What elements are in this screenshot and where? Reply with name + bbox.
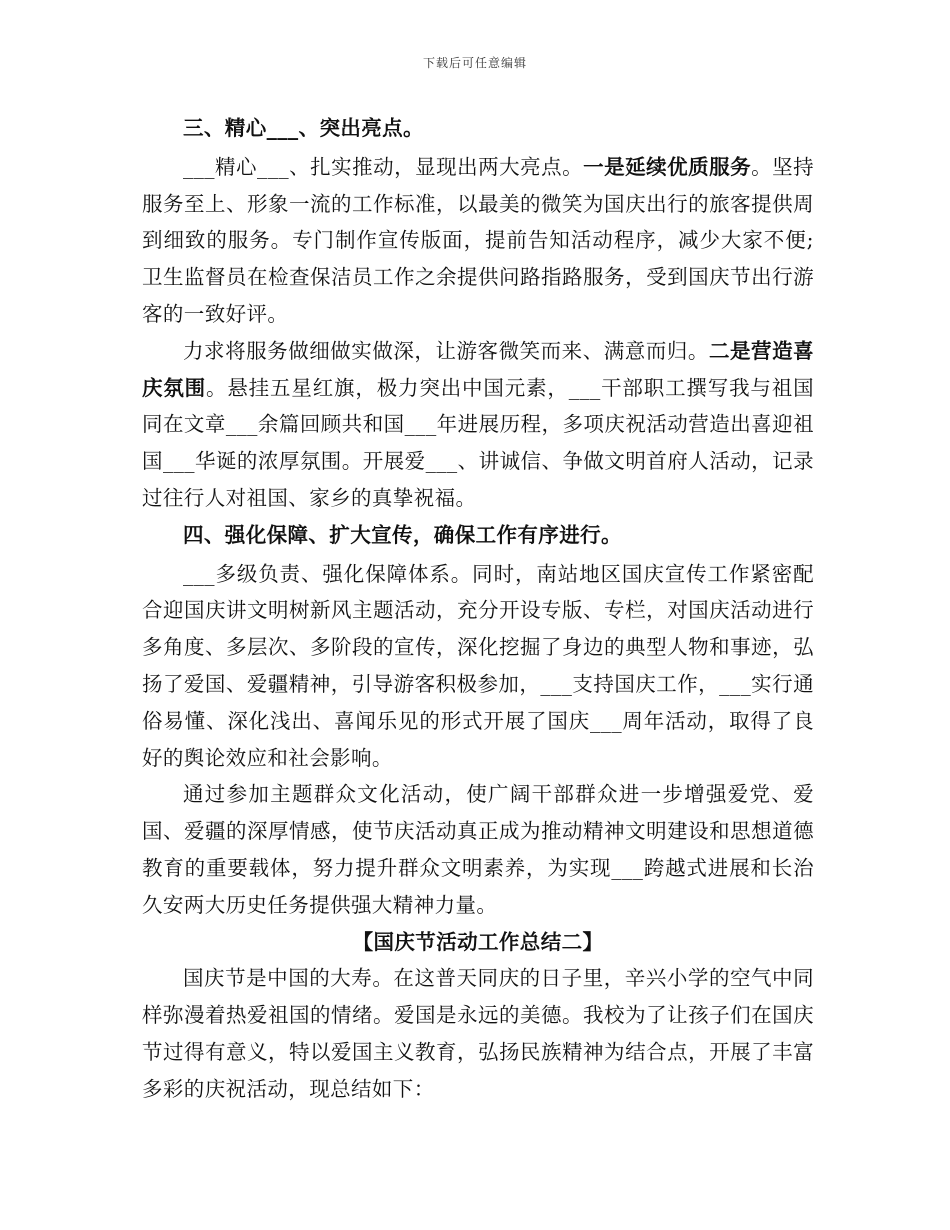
page-header: 下载后可任意编辑 [422, 56, 527, 70]
highlight-two-label: 二是营造喜庆氛围 [142, 338, 815, 400]
paragraph-highlights [142, 149, 814, 333]
paragraph-publicity: ___多级负责、强化保障体系。同时，南站地区国庆宣传工作紧密配合迎国庆讲文明树新风主题活动，充分开设专版、专栏，对国庆活动进行多角度、多层次、多阶段的宣传，深化挖掘了身边的典型人物和事迹，弘扬了爱国、爱疆精神，引导游客积极参加，___支持国庆工作，___实行通俗易懂、深化浅出、喜闻乐见的形式开展了国庆___周年活动，取得了良好的舆论效应和社会影响。 [142, 561, 814, 770]
highlight-one-label: 一是延续优质服务 [583, 154, 752, 179]
paragraph-text: 。悬挂五星红旗，极力突出中国元素，___干部职工撰写我与祖国同在文章___余篇回顾共和国___年进展历程，多项庆祝活动营造出喜迎祖国___华诞的浓厚氛围。开展爱___、讲诚信、争做文明首府人活动，记录过往行人对祖国、家乡的真挚祝福。 [142, 375, 815, 510]
section-heading-4: 四、强化保障、扩大宣传，确保工作有序进行。 [183, 522, 622, 547]
paragraph-text: 力求将服务做细做实做深，让游客微笑而来、满意而归。 [183, 338, 709, 363]
paragraph-text: ___精心___、扎实推动，显现出两大亮点。 [183, 154, 584, 179]
paragraph-intro-2: 国庆节是中国的大寿。在这普天同庆的日子里，辛兴小学的空气中同样弥漫着热爱祖国的情绪。爱国是永远的美德。我校为了让孩子们在国庆节过得有意义，特以爱国主义教育，弘扬民族精神为结合点，开展了丰富多彩的庆祝活动，现总结如下： [142, 966, 814, 1101]
paragraph-text: 。坚持服务至上、形象一流的工作标准，以最美的微笑为国庆出行的旅客提供周到细致的服务。专门制作宣传版面，提前告知活动程序，减少大家不便;卫生监督员在检查保洁员工作之余提供问路指路服务，受到国庆节出行游客的一致好评。 [142, 154, 814, 326]
section-title-2: 【国庆节活动工作总结二】 [352, 929, 604, 954]
document-body [142, 110, 814, 1108]
paragraph-summary: 通过参加主题群众文化活动，使广阔干部群众进一步增强爱党、爱国、爱疆的深厚情感，使节庆活动真正成为推动精神文明建设和思想道德教育的重要载体，努力提升群众文明素养，为实现___跨越式进展和长治久安两大历史任务提供强大精神力量。 [142, 782, 814, 917]
paragraph-atmosphere [142, 333, 814, 517]
section-heading-3: 三、精心___、突出亮点。 [183, 116, 424, 140]
